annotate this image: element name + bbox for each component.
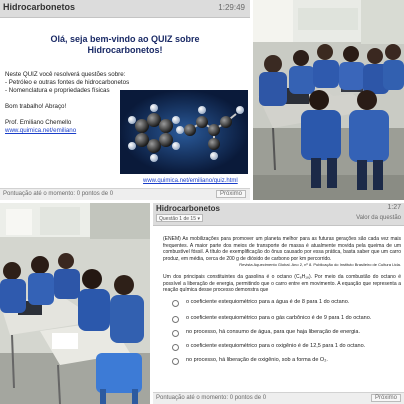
spacer (5, 111, 130, 119)
next-button[interactable]: Próximo (371, 394, 401, 402)
quiz-title-bar (153, 203, 404, 226)
radio-icon[interactable] (172, 344, 179, 351)
next-button[interactable]: Próximo (216, 190, 246, 198)
quiz-title: Hidrocarbonetos (156, 204, 221, 213)
answer-option-label: o coeficiente estequiométrico para o oxigênio é de 12,5 para 1 do octano. (186, 343, 366, 349)
author-link[interactable]: www.quimica.net/emiliano (5, 127, 77, 134)
radio-icon[interactable] (172, 330, 179, 337)
chevron-down-icon: ▾ (197, 216, 200, 222)
intro-line: - Petróleo e outras fontes de hidrocarbonetos (5, 79, 130, 86)
radio-icon[interactable] (172, 300, 179, 307)
question-select[interactable] (156, 214, 203, 222)
answer-option-label: o coeficiente estequiométrico para a água é de 8 para 1 do octano. (186, 299, 350, 305)
quiz-intro-screenshot (0, 0, 250, 200)
radio-icon[interactable] (172, 358, 179, 365)
answer-option-label: o coeficiente estequiométrico para o gás carbônico é de 9 para 1 do octano. (186, 315, 372, 321)
score-text: Pontuação até o momento: 0 pontos de 0 (156, 395, 267, 401)
quiz-timer: 1:29:49 (218, 3, 245, 12)
quiz-timer: 1:27 (387, 204, 401, 211)
question-select-value: Questão 1 de 15 (159, 216, 196, 222)
question-text (163, 236, 401, 269)
welcome-line-2: Hidrocarbonetos! (87, 45, 163, 55)
spacer (5, 95, 130, 103)
intro-line: Neste QUIZ você resolverá questões sobre: (5, 71, 126, 78)
radio-icon[interactable] (172, 316, 179, 323)
intro-body (5, 71, 130, 135)
quiz-footer (0, 188, 250, 200)
author-name: Prof. Emiliano Chemello (5, 119, 72, 126)
question-paragraph: (ENEM) As mobilizações para promover um planeta melhor para as futuras gerações são cada vez mais frequentes. A maior parte dos meios de transporte de massa é atualmente movida pela queima de um combustível fóssil. A título de exemplificação do ônus causado por essa prática, basta saber que um carro produz, em média, cerca de 200 g de dióxido de carbono por km percorrido. (163, 236, 401, 262)
quiz-title-bar (0, 0, 250, 18)
score-text: Pontuação até o momento: 0 pontos de 0 (3, 191, 114, 197)
quiz-title: Hidrocarbonetos (3, 2, 76, 12)
quiz-question-screenshot (153, 203, 404, 404)
intro-line: - Nomenclatura e propriedades físicas (5, 87, 110, 94)
question-value-label: Valor da questão (356, 215, 401, 221)
quiz-page-link[interactable]: www.quimica.net/emiliano/quiz.html (143, 178, 238, 184)
welcome-line-1: Olá, seja bem-vindo ao QUIZ sobre (50, 34, 200, 44)
quiz-footer (153, 392, 404, 404)
intro-line: Bom trabalho! Abraço! (5, 103, 67, 110)
answer-option-label: no processo, há liberação de oxigênio, sob a forma de O₂. (186, 357, 328, 363)
question-paragraph-2: Um dos principais constituintes da gasolina é o octano (C₈H₁₈). Por meio da combustão do octano é possível a liberação de energia, permitindo que o carro entre em movimento. A equação que representa a reação química desse processo demonstra que (163, 274, 401, 293)
hydrocarbon-molecule-image (120, 90, 248, 174)
question-source: Revista Aquecimento Global. Ano 2, nº 8. Publicação do Instituto Brasileiro de Cultura Ltda. (239, 262, 401, 267)
welcome-heading (10, 34, 240, 56)
answer-option-label: no processo, há consumo de água, para que haja liberação de energia. (186, 329, 360, 335)
classroom-photo-bottom (0, 203, 150, 404)
classroom-photo-top (253, 0, 404, 200)
